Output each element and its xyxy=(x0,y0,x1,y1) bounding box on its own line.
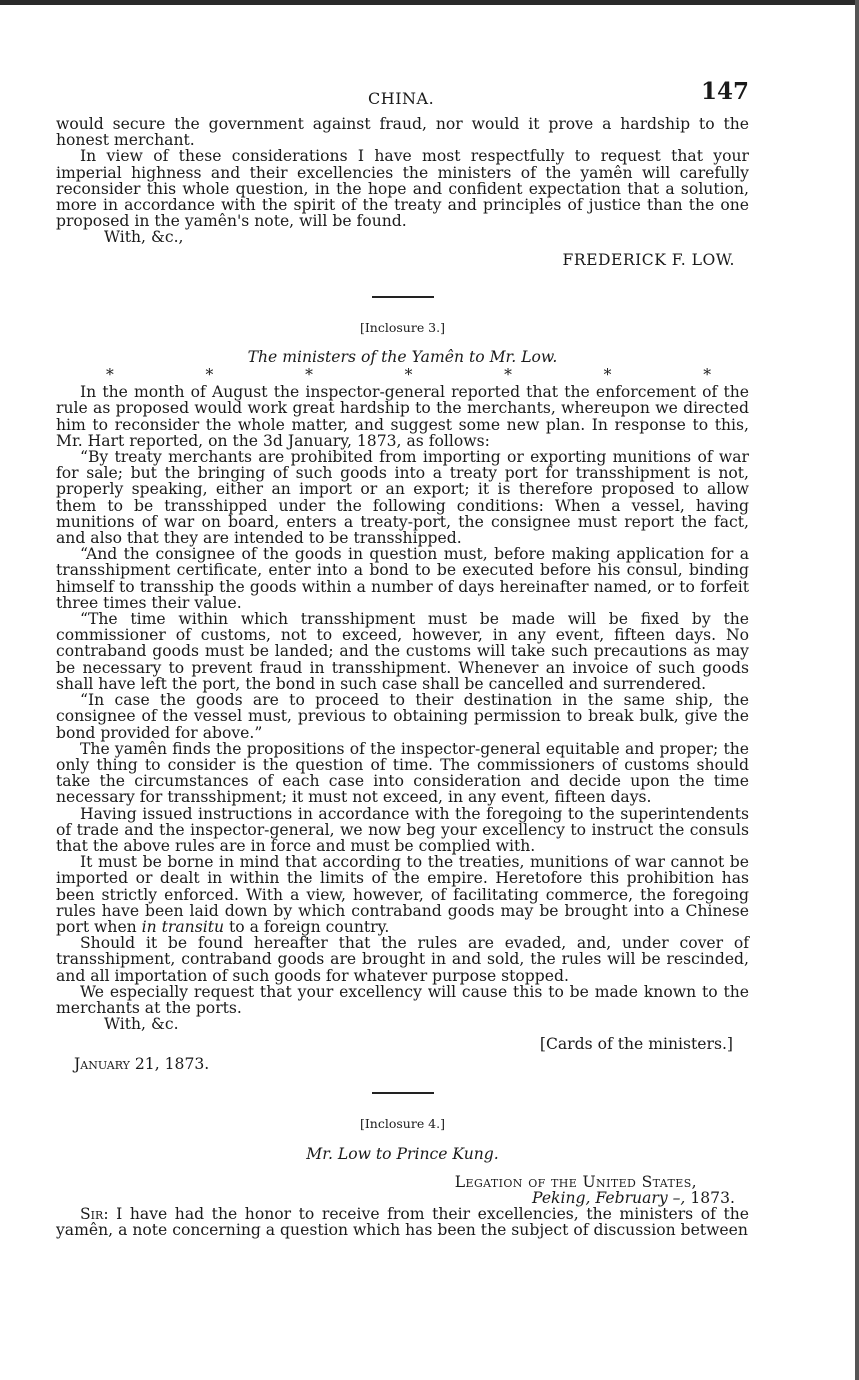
body-paragraph xyxy=(56,1206,749,1238)
body-paragraph: “And the consignee of the goods in question must, before making application for a transshipment certificate, enter into a bond to be executed before his consul, binding himself to transship the goods within a number of days hereinafter named, or to forfeit three times their value. xyxy=(56,545,749,612)
body-paragraph: The yamên finds the propositions of the inspector-general equitable and proper; the only thing to consider is the question of time. The commissioners of customs should take the circumstances of each case into consideration and decide upon the time necessary for transshipment; it must not exceed, in any event, fifteen days. xyxy=(56,739,749,807)
ellipsis-stars xyxy=(56,366,749,385)
date-and-cards xyxy=(56,1034,749,1074)
inclosure3-body xyxy=(56,383,749,1074)
body-paragraph: “By treaty merchants are prohibited from importing or exporting munitions of war for sale; but the bringing of such goods into a treaty port for transshipment is not, properly speaking, either an import or an export; it is therefore proposed to allow them to be transshipped under the following conditions: When a vessel, having munitions of war on board, enters a treaty-port, the consignee must report the fact, and also that they are intended to be transshipped. xyxy=(56,448,749,548)
body-paragraph: “In case the goods are to proceed to their destination in the same ship, the consignee of the vessel must, previous to obtaining permission to break bulk, give the bond provided for above.” xyxy=(56,691,749,742)
star: * xyxy=(404,366,413,385)
text-run: It must be borne in mind that according to the treaties, munitions of war cannot be imported or dealt in within the limits of the empire. Heretofore this prohibition has been strictly enforced. With a view, however, of facilitating commerce, the foregoing rules have been laid down by which contraband goods may be brought into a Chinese port when xyxy=(56,853,749,936)
inclosure-label: [Inclosure 3.] xyxy=(359,319,445,335)
inclosure-heading: The ministers of the Yamên to Mr. Low. xyxy=(247,348,558,367)
letter-paragraph: would secure the government against fraud, nor would it prove a hardship to the honest merchant. xyxy=(56,115,749,150)
letter-paragraph: In view of these considerations I have most respectfully to request that your imperial highness and their excellencies the ministers of the yamên will carefully reconsider this whole question, in the hope and confident expectation that a solution, more in accordance with the spirit of the treaty and principles of justice than the one proposed in the yamên's note, will be found. xyxy=(56,147,749,231)
letter-closing: With, &c. xyxy=(104,1015,179,1034)
star: * xyxy=(205,366,214,385)
star: * xyxy=(106,366,114,385)
page-right-edge xyxy=(855,0,859,1380)
body-paragraph: In the month of August the inspector-general reported that the enforcement of the rule as proposed would work great hardship to the merchants, whereupon we directed him to reconsider the whole matter, and suggest some new plan. In response to this, Mr. Hart reported, on the 3d January, 1873, as follows: xyxy=(56,383,749,450)
inclosure-label: [Inclosure 4.] xyxy=(359,1116,445,1132)
letter-closing: With, &c., xyxy=(104,228,184,247)
body-paragraph: We especially request that your excellency will cause this to be made known to the merchants at the ports. xyxy=(56,982,749,1017)
star: * xyxy=(305,366,313,385)
running-title: CHINA. xyxy=(368,89,435,108)
inclosure-heading: Mr. Low to Prince Kung. xyxy=(306,1144,499,1163)
page-header xyxy=(56,78,749,116)
page-number: 147 xyxy=(700,78,749,105)
signature: FREDERICK F. LOW. xyxy=(562,250,735,269)
year: 1873. xyxy=(690,1188,735,1207)
document-page xyxy=(56,78,749,1240)
body-paragraph: Should it be found hereafter that the rules are evaded, and, under cover of transshipment, contraband goods are brought in and sold, the rules will be rescinded, and all importation of such goods for whatever purpose stopped. xyxy=(56,934,749,985)
text-run: to a foreign country. xyxy=(224,917,390,936)
star: * xyxy=(703,366,711,385)
body-paragraph xyxy=(56,854,749,935)
salutation: Sir xyxy=(80,1205,104,1224)
body-paragraph: “The time within which transshipment must be made will be fixed by the commissioner of customs, not to exceed, however, in any event, fifteen days. No contraband goods must be landed; and the customs will take such precautions as may be necessary to prevent fraud in transshipment. Whenever an invoice of such goods shall have left the port, the bond in such case shall be cancelled and surrendered. xyxy=(56,610,749,693)
text-run: : I have had the honor to receive from their excellencies, the ministers of the yamên, a note concerning a question which has been the subject of discussion between xyxy=(56,1205,749,1240)
star: * xyxy=(603,366,612,385)
legation-line: Legation of the United States, xyxy=(454,1172,697,1191)
body-paragraph: Having issued instructions in accordance with the foregoing to the superintendents of trade and the inspector-general, we now beg your excellency to instruct the consuls that the above rules are in force and must be complied with. xyxy=(56,804,749,855)
section-divider xyxy=(372,1092,434,1094)
place: Peking, February –, xyxy=(532,1188,686,1207)
page-top-border xyxy=(0,0,859,5)
cards-note: [Cards of the ministers.] xyxy=(539,1035,733,1054)
place-date-line xyxy=(56,1190,735,1206)
section-divider xyxy=(372,296,434,298)
letter-date: January 21, 1873. xyxy=(74,1055,210,1074)
star: * xyxy=(504,366,512,385)
italic-term: in transitu xyxy=(141,917,225,936)
